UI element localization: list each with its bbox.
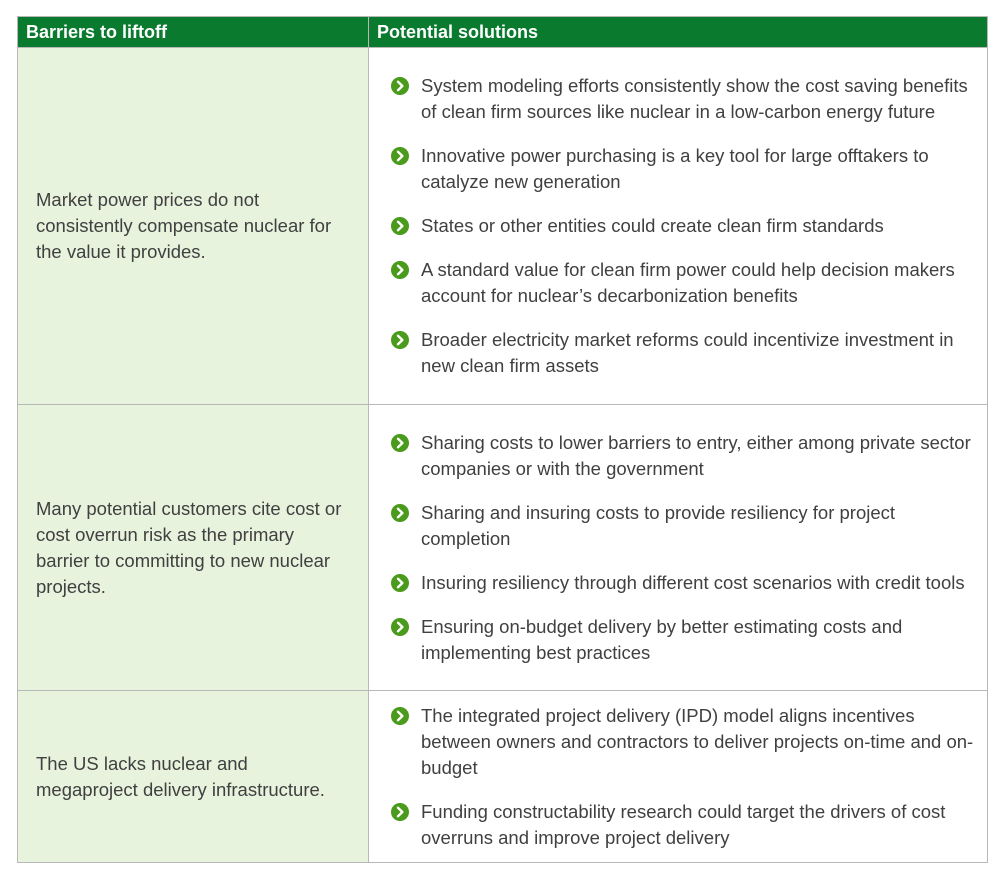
chevron-circle-right-icon — [391, 504, 409, 522]
list-item — [391, 73, 977, 125]
list-item — [391, 614, 977, 666]
list-item — [391, 799, 977, 851]
chevron-circle-right-icon — [391, 217, 409, 235]
solutions-cell — [369, 691, 988, 863]
solutions-list — [391, 703, 977, 851]
table-row — [18, 48, 988, 405]
solution-text: Innovative power purchasing is a key tool for large offtakers to catalyze new generation — [421, 145, 929, 192]
table-body — [18, 48, 988, 863]
chevron-circle-right-icon — [391, 803, 409, 821]
solution-text: Sharing and insuring costs to provide resiliency for project completion — [421, 501, 896, 549]
table-row — [18, 405, 988, 691]
list-item — [391, 257, 977, 309]
header-barriers: Barriers to liftoff — [18, 17, 369, 48]
chevron-circle-right-icon — [391, 618, 409, 636]
list-item — [391, 213, 977, 239]
list-item — [391, 703, 977, 781]
barrier-cell: Many potential customers cite cost or cost overrun risk as the primary barrier to committing to new nuclear projects. — [18, 405, 369, 691]
solution-text: A standard value for clean firm power could help decision makers account for nuclear’s decarbonization benefits — [421, 259, 955, 306]
chevron-circle-right-icon — [391, 434, 409, 452]
list-item — [391, 143, 977, 195]
chevron-circle-right-icon — [391, 77, 409, 95]
chevron-circle-right-icon — [391, 331, 409, 349]
solutions-cell — [369, 48, 988, 405]
chevron-circle-right-icon — [391, 261, 409, 279]
list-item — [391, 327, 977, 379]
chevron-circle-right-icon — [391, 147, 409, 165]
solution-text: Sharing costs to lower barriers to entry, either among private sector companies or with the government — [421, 431, 971, 479]
chevron-circle-right-icon — [391, 707, 409, 725]
solution-text: Ensuring on-budget delivery by better estimating costs and implementing best practices — [421, 615, 903, 663]
barrier-cell: The US lacks nuclear and megaproject delivery infrastructure. — [18, 691, 369, 863]
table-row — [18, 691, 988, 863]
list-item — [391, 430, 977, 482]
barriers-solutions-table — [17, 16, 988, 863]
header-solutions: Potential solutions — [369, 17, 988, 48]
solution-text: System modeling efforts consistently show the cost saving benefits of clean firm sources like nuclear in a low-carbon energy future — [421, 75, 968, 122]
barrier-cell: Market power prices do not consistently compensate nuclear for the value it provides. — [18, 48, 369, 405]
solution-text: Funding constructability research could target the drivers of cost overruns and improve project delivery — [421, 800, 946, 848]
solutions-cell — [369, 405, 988, 691]
list-item — [391, 570, 977, 596]
solution-text: Insuring resiliency through different cost scenarios with credit tools — [421, 571, 965, 593]
solutions-list — [391, 430, 977, 666]
solution-text: Broader electricity market reforms could incentivize investment in new clean firm assets — [421, 329, 954, 376]
solution-text: States or other entities could create clean firm standards — [421, 215, 884, 236]
solutions-list — [391, 73, 977, 379]
solution-text: The integrated project delivery (IPD) model aligns incentives between owners and contractors to deliver projects on-time and on-budget — [421, 704, 974, 778]
list-item — [391, 500, 977, 552]
chevron-circle-right-icon — [391, 574, 409, 592]
header-row — [18, 17, 988, 48]
